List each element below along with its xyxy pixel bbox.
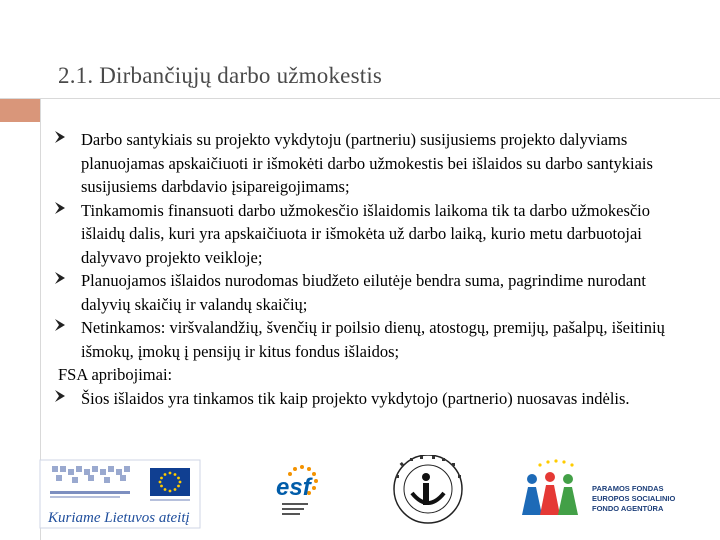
arrow-bullet-icon <box>53 317 67 333</box>
list-item-text: Netinkamos: viršvalandžių, švenčių ir poilsio dienų, atostogų, premijų, pašalpų, išeitinių išmokų, įmokų į pensijų ir kitus fondus išlaidos; <box>81 318 665 361</box>
esf-wordmark: esf <box>276 474 311 501</box>
logo-strip <box>0 455 720 535</box>
list-item <box>58 269 698 316</box>
list-item-text: Tinkamomis finansuoti darbo užmokesčio išlaidomis laikoma tik ta darbo užmokesčio išlaidų dalis, kuri yra apskaičiuota ir išmokėta už darbo laiką, kurio metu darbuotojai dalyvavo projekto veikloje; <box>81 200 651 267</box>
paramos-line-2: EUROPOS SOCIALINIO <box>592 494 676 503</box>
paramos-line-3: FONDO AGENTŪRA <box>592 504 664 513</box>
people-figures-icon <box>522 472 578 515</box>
accent-block <box>0 99 40 122</box>
paramos-line-1: PARAMOS FONDAS <box>592 484 664 493</box>
arrow-bullet-icon <box>53 129 67 145</box>
list-item-text: Šios išlaidos yra tinkamos tik kaip projekto vykdytojo (partnerio) nuosavas indėlis. <box>81 388 630 408</box>
circular-emblem <box>394 455 462 523</box>
list-item <box>58 387 698 411</box>
ministry-logo <box>40 460 200 528</box>
paramos-fondas-logo <box>522 459 676 515</box>
person-head-icon <box>422 473 430 481</box>
footer-logos <box>0 455 720 535</box>
list-item <box>58 199 698 270</box>
arrow-bullet-icon <box>53 388 67 404</box>
fsa-label: FSA apribojimai: <box>58 365 173 384</box>
header-divider <box>0 98 720 99</box>
list-item-text: Darbo santykiais su projekto vykdytoju (partneriu) susijusiems projekto dalyviams planuojamas apskaičiuoti ir išmokėti darbo užmokestis bei išlaidos su darbo santykiais susijusiems darbdavio įsipareigojimams; <box>81 130 653 196</box>
arrow-bullet-icon <box>53 270 67 286</box>
ministry-slogan: Kuriame Lietuvos ateitį <box>48 510 190 526</box>
page-title: 2.1. Dirbančiųjų darbo užmokestis <box>58 63 383 88</box>
arrow-bullet-icon <box>53 200 67 216</box>
list-item <box>58 316 698 363</box>
list-item-text: Planuojamos išlaidos nurodomas biudžeto eilutėje bendra suma, pagrindime nurodant dalyvių skaičių ir valandų skaičių; <box>81 271 647 314</box>
list-item <box>58 128 698 199</box>
esf-logo <box>276 465 318 515</box>
slide-body <box>58 128 698 410</box>
